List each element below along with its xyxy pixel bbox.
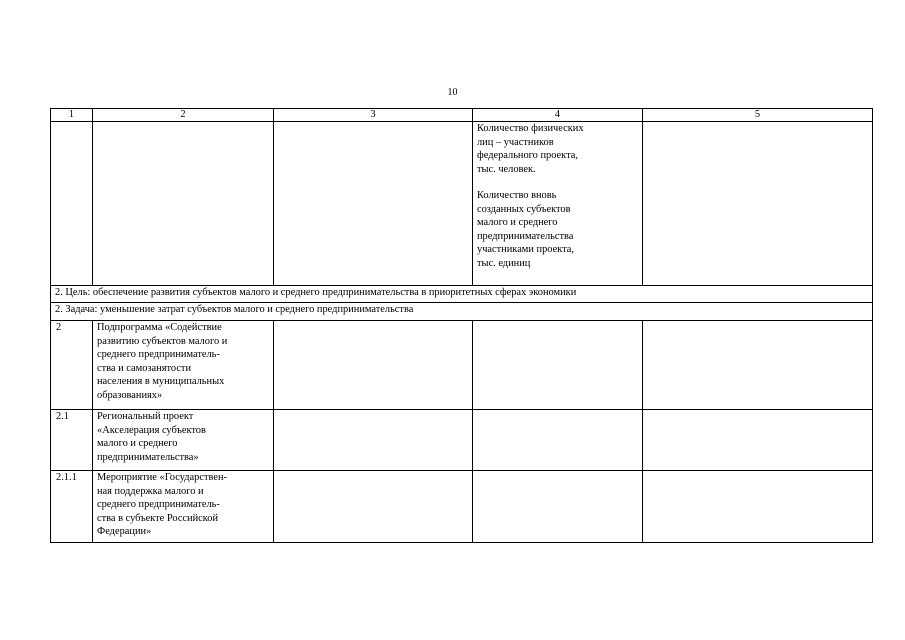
row-number: 2: [51, 321, 93, 410]
empty-cell: [274, 321, 473, 410]
empty-cell: [643, 410, 873, 471]
empty-cell: [274, 122, 473, 286]
indicator-text: Количество вновь созданных субъектов малого и среднего предпринимательства участниками проекта, тыс. единиц: [477, 190, 575, 269]
row-name: Подпрограмма «Содействие развитию субъектов малого и среднего предприниматель- ства и самозанятости населения в муниципальных образованиях»: [93, 321, 274, 410]
row-number: 2.1.1: [51, 471, 93, 543]
empty-cell: [643, 122, 873, 286]
indicator-cell: [473, 122, 643, 286]
empty-cell: [643, 321, 873, 410]
header-cell: 2: [93, 109, 274, 122]
empty-cell: [274, 471, 473, 543]
empty-cell: [643, 471, 873, 543]
program-table: [50, 108, 873, 543]
empty-cell: [93, 122, 274, 286]
row-name: Региональный проект «Акселерация субъектов малого и среднего предпринимательства»: [93, 410, 274, 471]
task-text: 2. Задача: уменьшение затрат субъектов малого и среднего предпринимательства: [51, 303, 873, 321]
empty-cell: [473, 321, 643, 410]
header-cell: 5: [643, 109, 873, 122]
empty-cell: [274, 410, 473, 471]
page-number: 10: [447, 87, 458, 98]
row-number: 2.1: [51, 410, 93, 471]
row-name: Мероприятие «Государствен- ная поддержка малого и среднего предприниматель- ства в субъекте Российской Федерации»: [93, 471, 274, 543]
goal-text: 2. Цель: обеспечение развития субъектов малого и среднего предпринимательства в приоритетных сферах экономики: [51, 286, 873, 303]
table-row: [51, 471, 873, 543]
header-cell: 4: [473, 109, 643, 122]
header-cell: 3: [274, 109, 473, 122]
empty-cell: [473, 410, 643, 471]
table-row: [51, 410, 873, 471]
empty-cell: [473, 471, 643, 543]
empty-cell: [51, 122, 93, 286]
goal-row: [51, 286, 873, 303]
table-row: [51, 321, 873, 410]
indicator-text: Количество физических лиц – участников федерального проекта, тыс. человек.: [477, 123, 584, 175]
table-row: [51, 122, 873, 286]
header-cell: 1: [51, 109, 93, 122]
task-row: [51, 303, 873, 321]
header-row: [51, 109, 873, 122]
